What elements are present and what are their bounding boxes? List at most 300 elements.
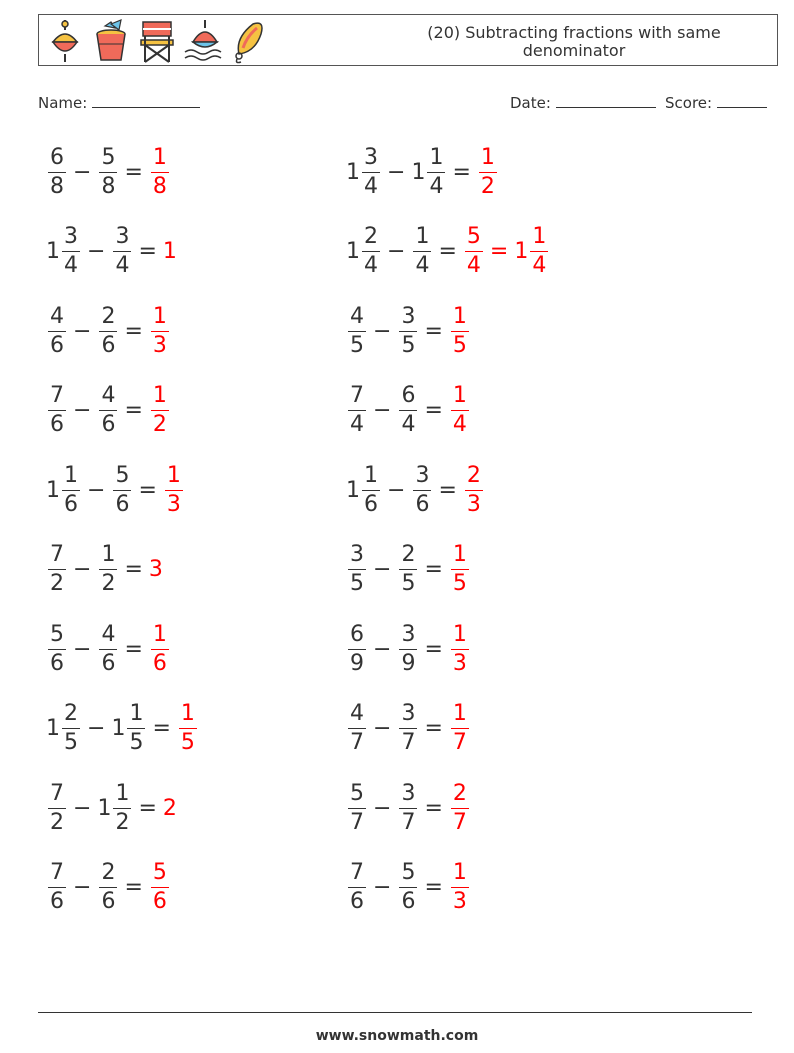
mixed-number	[397, 859, 418, 916]
problem-row	[46, 856, 170, 920]
fraction	[399, 382, 417, 439]
denominator: 4	[452, 412, 467, 437]
whole-part: 1	[411, 159, 426, 185]
numerator: 3	[399, 780, 417, 809]
denominator: 3	[466, 491, 481, 517]
mixed-number	[97, 303, 118, 360]
numerator: 1	[451, 303, 469, 332]
fraction	[451, 382, 469, 439]
answer-value	[449, 700, 470, 757]
denominator: 6	[50, 889, 64, 914]
fraction	[165, 462, 183, 519]
numerator: 1	[99, 541, 117, 570]
fraction	[451, 780, 469, 837]
equals-sign: =	[489, 239, 509, 264]
worksheet-title: (20) Subtracting fractions with same denominator	[427, 23, 721, 60]
denominator: 2	[50, 809, 64, 835]
mixed-number	[346, 541, 367, 598]
numerator: 4	[99, 621, 117, 650]
whole-part: 1	[46, 716, 60, 741]
fraction	[399, 780, 417, 837]
denominator: 4	[401, 412, 416, 437]
numerator: 3	[62, 223, 80, 252]
problem-row	[346, 220, 549, 284]
mixed-number	[411, 462, 432, 519]
fraction	[179, 700, 197, 757]
numerator: 3	[362, 144, 380, 173]
denominator: 6	[50, 412, 64, 437]
numerator: 1	[451, 541, 469, 570]
whole-part: 1	[346, 239, 360, 264]
problem-row	[346, 856, 470, 920]
denominator: 5	[350, 332, 364, 358]
date-blank[interactable]	[556, 93, 656, 108]
footer-site: www.snowmath.com	[315, 1028, 479, 1044]
mixed-number	[397, 541, 418, 598]
problem-row	[46, 697, 198, 761]
mixed-number	[46, 780, 67, 837]
answer-value	[177, 700, 198, 757]
numerator: 3	[113, 223, 131, 252]
whole-part: 1	[346, 159, 360, 185]
problem-row	[346, 379, 470, 443]
equals-sign: =	[124, 557, 143, 582]
numerator: 5	[399, 859, 417, 888]
mixed-number	[111, 700, 146, 757]
fraction	[348, 303, 366, 360]
numerator: 1	[62, 462, 80, 491]
mixed-number	[97, 144, 118, 201]
denominator: 8	[50, 173, 64, 199]
whole-part: 1	[111, 716, 126, 741]
equals-sign: =	[138, 239, 157, 264]
date-field	[510, 93, 656, 112]
denominator: 5	[452, 571, 467, 596]
denominator: 4	[64, 253, 78, 278]
denominator: 6	[64, 491, 78, 517]
denominator: 7	[350, 809, 364, 835]
whole-part: 1	[46, 477, 60, 503]
fraction	[399, 621, 417, 678]
denominator: 6	[401, 889, 416, 914]
numerator: 1	[451, 621, 469, 650]
mixed-number	[46, 621, 67, 678]
equals-sign: =	[124, 159, 143, 185]
minus-sign: −	[73, 636, 92, 662]
fraction	[99, 541, 117, 598]
score-field	[665, 93, 767, 112]
mixed-number	[346, 144, 381, 201]
denominator: 6	[50, 332, 64, 358]
numerator: 6	[48, 144, 66, 173]
whole-part: 1	[162, 239, 177, 264]
equals-sign: =	[424, 557, 443, 582]
answer-value	[449, 382, 470, 439]
fraction	[151, 144, 169, 201]
minus-sign: −	[373, 557, 392, 582]
denominator: 4	[466, 253, 481, 278]
fraction	[348, 700, 366, 757]
problem-row	[46, 299, 170, 363]
fraction	[427, 144, 445, 201]
fraction	[451, 541, 469, 598]
numerator: 5	[348, 780, 366, 809]
fraction	[348, 541, 366, 598]
minus-sign: −	[73, 159, 92, 185]
numerator: 3	[399, 700, 417, 729]
answer-value	[149, 382, 170, 439]
answer-value	[149, 557, 164, 582]
mixed-number	[97, 780, 132, 837]
whole-part: 2	[162, 795, 177, 821]
answer-value	[449, 303, 470, 360]
fraction	[113, 780, 131, 837]
fraction	[48, 859, 66, 916]
mixed-number	[46, 859, 67, 916]
numerator: 1	[151, 303, 169, 332]
problem-row	[346, 776, 470, 840]
denominator: 2	[480, 173, 495, 199]
numerator: 2	[465, 462, 483, 491]
denominator: 7	[350, 730, 364, 755]
denominator: 6	[101, 332, 116, 358]
header-icons	[45, 18, 269, 64]
fraction	[479, 144, 497, 201]
fraction	[451, 303, 469, 360]
numerator: 1	[151, 382, 169, 411]
equals-sign: =	[124, 318, 143, 344]
numerator: 7	[348, 382, 366, 411]
fraction	[399, 541, 417, 598]
whole-part: 3	[148, 557, 163, 582]
numerator: 2	[399, 541, 417, 570]
numerator: 7	[48, 859, 66, 888]
numerator: 7	[348, 859, 366, 888]
problem-row	[346, 617, 470, 681]
fraction	[62, 462, 80, 519]
whole-part: 1	[46, 239, 60, 264]
fishing-lure-icon	[229, 18, 269, 64]
footer-divider	[38, 1012, 752, 1013]
fraction	[62, 700, 80, 757]
equals-sign: =	[138, 477, 157, 503]
denominator: 5	[401, 332, 416, 358]
problem-row	[346, 299, 470, 363]
floating-bobber-icon	[183, 18, 223, 64]
denominator: 4	[532, 253, 547, 278]
numerator: 4	[348, 700, 366, 729]
fraction	[48, 541, 66, 598]
denominator: 7	[452, 730, 467, 755]
minus-sign: −	[73, 318, 92, 344]
denominator: 4	[415, 253, 430, 278]
fraction	[151, 382, 169, 439]
denominator: 8	[101, 173, 116, 199]
answer-value	[149, 621, 170, 678]
denominator: 2	[50, 571, 64, 596]
denominator: 2	[115, 809, 130, 835]
mixed-number	[397, 780, 418, 837]
minus-sign: −	[373, 795, 392, 821]
fraction	[451, 700, 469, 757]
denominator: 7	[452, 809, 467, 835]
numerator: 4	[348, 303, 366, 332]
mixed-number	[411, 144, 446, 201]
equals-sign: =	[424, 795, 443, 821]
whole-part: 1	[97, 795, 112, 821]
answer-value	[449, 541, 470, 598]
denominator: 4	[350, 412, 364, 437]
mixed-number	[397, 621, 418, 678]
fraction	[348, 780, 366, 837]
fraction	[127, 700, 145, 757]
answer-value	[449, 859, 470, 916]
denominator: 5	[180, 730, 195, 755]
fraction	[362, 223, 380, 280]
denominator: 6	[415, 491, 430, 517]
fraction	[399, 303, 417, 360]
score-blank[interactable]	[717, 93, 767, 108]
fraction	[413, 223, 431, 280]
minus-sign: −	[373, 318, 392, 344]
problem-row	[346, 458, 484, 522]
fraction	[362, 462, 380, 519]
denominator: 6	[101, 889, 116, 914]
mixed-number	[46, 303, 67, 360]
equals-sign: =	[152, 716, 171, 741]
mixed-number	[346, 223, 381, 280]
fraction	[348, 859, 366, 916]
bait-bucket-icon	[91, 18, 131, 64]
fraction	[399, 859, 417, 916]
name-label: Name:	[38, 94, 88, 112]
date-label: Date:	[510, 94, 551, 112]
mixed-number	[397, 303, 418, 360]
numerator: 6	[348, 621, 366, 650]
denominator: 2	[152, 412, 167, 437]
minus-sign: −	[373, 875, 392, 900]
whole-part: 1	[514, 239, 529, 264]
minus-sign: −	[387, 159, 406, 185]
fraction	[113, 223, 131, 280]
problem-row	[346, 140, 498, 204]
denominator: 8	[152, 173, 167, 199]
fraction	[399, 700, 417, 757]
numerator: 3	[348, 541, 366, 570]
fraction	[48, 780, 66, 837]
mixed-number	[111, 223, 132, 280]
denominator: 6	[101, 650, 116, 676]
minus-sign: −	[73, 557, 92, 582]
mixed-number	[46, 462, 81, 519]
answer-value	[149, 144, 170, 201]
fraction	[99, 382, 117, 439]
numerator: 1	[413, 223, 431, 252]
fraction	[451, 859, 469, 916]
answer-value	[477, 144, 498, 201]
mixed-number	[397, 700, 418, 757]
name-field	[38, 93, 200, 112]
numerator: 5	[48, 621, 66, 650]
numerator: 5	[99, 144, 117, 173]
numerator: 1	[179, 700, 197, 729]
mixed-number	[46, 382, 67, 439]
equals-sign: =	[424, 636, 443, 662]
minus-sign: −	[387, 239, 406, 264]
minus-sign: −	[73, 875, 92, 900]
denominator: 5	[129, 730, 144, 755]
numerator: 1	[451, 700, 469, 729]
numerator: 2	[99, 303, 117, 332]
numerator: 3	[399, 303, 417, 332]
problem-row	[46, 140, 170, 204]
numerator: 7	[48, 541, 66, 570]
numerator: 1	[151, 144, 169, 173]
denominator: 3	[152, 332, 167, 358]
equals-sign: =	[452, 159, 471, 185]
folding-chair-icon	[137, 18, 177, 64]
fraction	[99, 859, 117, 916]
denominator: 5	[64, 730, 78, 755]
fraction	[465, 462, 483, 519]
fraction	[151, 859, 169, 916]
mixed-number	[411, 223, 432, 280]
minus-sign: −	[387, 477, 406, 503]
minus-sign: −	[87, 239, 106, 264]
problem-row	[346, 538, 470, 602]
equals-sign: =	[124, 398, 143, 423]
equals-sign: =	[438, 477, 457, 503]
fraction	[348, 382, 366, 439]
answer-value	[514, 223, 549, 280]
denominator: 3	[452, 889, 467, 914]
problem-row	[46, 458, 184, 522]
denominator: 3	[452, 650, 467, 676]
denominator: 7	[401, 730, 416, 755]
equals-sign: =	[424, 716, 443, 741]
numerator: 5	[465, 223, 483, 252]
numerator: 1	[530, 223, 548, 252]
minus-sign: −	[87, 716, 106, 741]
denominator: 2	[101, 571, 116, 596]
equals-sign: =	[424, 398, 443, 423]
denominator: 3	[166, 491, 181, 517]
fraction	[465, 223, 483, 280]
fraction	[99, 621, 117, 678]
equals-sign: =	[438, 239, 457, 264]
problem-row	[46, 379, 170, 443]
denominator: 4	[364, 253, 378, 278]
problem-row	[46, 538, 164, 602]
mixed-number	[46, 144, 67, 201]
denominator: 9	[350, 650, 364, 676]
answer-value	[163, 796, 178, 821]
equals-sign: =	[424, 318, 443, 344]
denominator: 5	[350, 571, 364, 596]
denominator: 6	[152, 650, 167, 676]
minus-sign: −	[373, 636, 392, 662]
answer-value	[449, 780, 470, 837]
denominator: 4	[364, 173, 378, 199]
numerator: 1	[479, 144, 497, 173]
fraction	[530, 223, 548, 280]
mixed-number	[46, 541, 67, 598]
mixed-number	[111, 462, 132, 519]
numerator: 1	[151, 621, 169, 650]
numerator: 2	[362, 223, 380, 252]
mixed-number	[97, 621, 118, 678]
mixed-number	[46, 700, 81, 757]
fraction	[99, 303, 117, 360]
numerator: 2	[451, 780, 469, 809]
numerator: 4	[99, 382, 117, 411]
minus-sign: −	[87, 477, 106, 503]
fraction	[348, 621, 366, 678]
problem-row	[46, 776, 178, 840]
name-blank[interactable]	[92, 93, 200, 108]
numerator: 1	[451, 859, 469, 888]
fraction	[362, 144, 380, 201]
mixed-number	[97, 382, 118, 439]
whole-part: 1	[346, 477, 360, 503]
mixed-number	[346, 780, 367, 837]
answer-value	[149, 859, 170, 916]
denominator: 6	[50, 650, 64, 676]
mixed-number	[97, 541, 118, 598]
fraction	[99, 144, 117, 201]
denominator: 5	[452, 332, 467, 358]
fraction	[413, 462, 431, 519]
fraction	[48, 144, 66, 201]
answer-value	[149, 303, 170, 360]
mixed-number	[346, 700, 367, 757]
denominator: 4	[429, 173, 444, 199]
answer-value	[463, 223, 484, 280]
numerator: 7	[48, 382, 66, 411]
minus-sign: −	[73, 795, 92, 821]
numerator: 2	[62, 700, 80, 729]
answer-value	[449, 621, 470, 678]
numerator: 6	[399, 382, 417, 411]
numerator: 1	[113, 780, 131, 809]
answer-value	[163, 462, 184, 519]
numerator: 1	[165, 462, 183, 491]
numerator: 3	[413, 462, 431, 491]
denominator: 4	[115, 253, 130, 278]
problem-row	[46, 617, 170, 681]
denominator: 6	[115, 491, 130, 517]
mixed-number	[46, 223, 81, 280]
numerator: 4	[48, 303, 66, 332]
numerator: 1	[362, 462, 380, 491]
equals-sign: =	[138, 795, 157, 821]
numerator: 1	[451, 382, 469, 411]
minus-sign: −	[73, 398, 92, 423]
fraction	[151, 303, 169, 360]
equals-sign: =	[124, 636, 143, 662]
numerator: 1	[427, 144, 445, 173]
denominator: 5	[401, 571, 416, 596]
numerator: 1	[127, 700, 145, 729]
denominator: 6	[101, 412, 116, 437]
answer-value	[463, 462, 484, 519]
fraction	[48, 382, 66, 439]
numerator: 2	[99, 859, 117, 888]
fraction	[113, 462, 131, 519]
mixed-number	[346, 621, 367, 678]
fraction	[451, 621, 469, 678]
problem-row	[346, 697, 470, 761]
